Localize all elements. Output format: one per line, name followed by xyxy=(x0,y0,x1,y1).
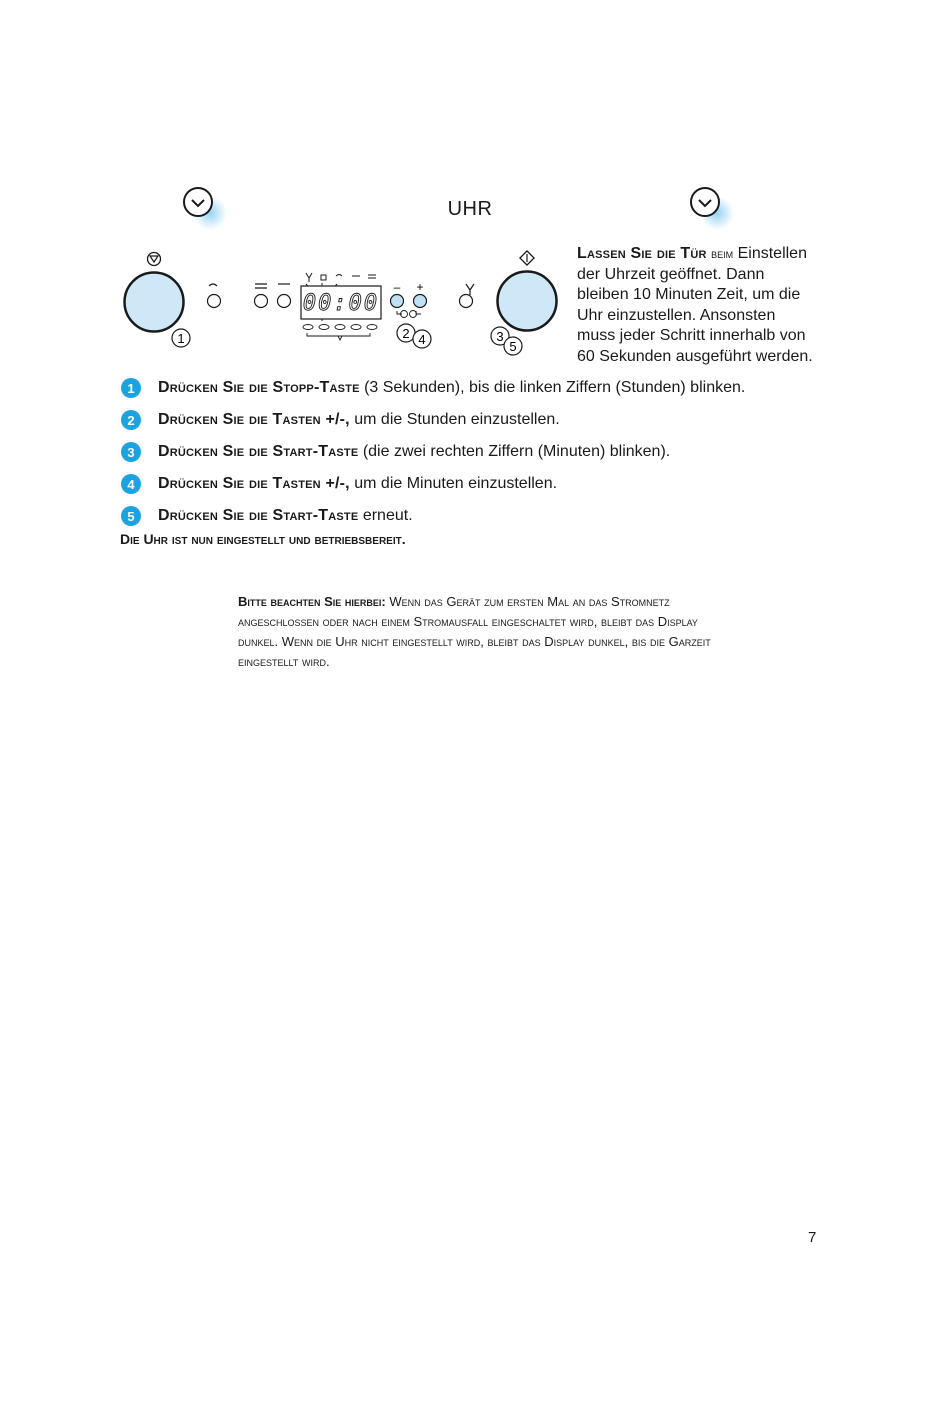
step-text: um die Stunden einzustellen. xyxy=(349,411,560,428)
control-panel-illustration xyxy=(118,245,563,357)
step-text: (3 Sekunden), bis die linken Ziffern (Stunden) blinken. xyxy=(359,379,746,396)
display-bottom-heat-icon xyxy=(368,275,376,278)
grill-icon xyxy=(209,284,217,286)
note-lead: Bitte beachten Sie hierbei: xyxy=(238,594,386,609)
step-number: 5 xyxy=(121,506,141,526)
top-heat-button[interactable] xyxy=(278,295,291,308)
step-lead: Drücken Sie die Tasten +/-, xyxy=(158,475,350,492)
display-bell-icon xyxy=(321,275,326,280)
step-4 xyxy=(120,472,840,496)
door-note-text: Einstellen der Uhrzeit geöffnet. Dann bleiben 10 Minuten Zeit, um die Uhr einzustellen. Ansonsten muss jeder Schritt innerhalb von 60 Sekunden ausgeführt werden. xyxy=(577,245,813,365)
stop-knob[interactable] xyxy=(125,273,184,332)
display-defrost-icon xyxy=(306,273,312,282)
done-text: Die Uhr ist nun eingestellt und betriebsbereit. xyxy=(120,531,406,547)
step-3 xyxy=(120,440,840,464)
step-text: um die Minuten einzustellen. xyxy=(349,475,558,492)
step-1 xyxy=(120,376,840,400)
step-2 xyxy=(120,408,840,432)
marker-5-label: 5 xyxy=(509,339,517,354)
step-lead: Drücken Sie die Stopp-Taste xyxy=(158,379,360,396)
stop-icon xyxy=(148,253,161,266)
plus-button[interactable] xyxy=(414,295,427,308)
page-number: 7 xyxy=(808,1229,817,1246)
marker-3-label: 3 xyxy=(496,329,504,344)
note-box xyxy=(238,592,718,672)
step-number: 1 xyxy=(121,378,141,398)
minus-icon: – xyxy=(393,280,401,294)
step-lead: Drücken Sie die Start-Taste xyxy=(158,507,359,524)
step-number: 4 xyxy=(121,474,141,494)
food-icons xyxy=(303,325,377,341)
step-number: 3 xyxy=(121,442,141,462)
step-text: erneut. xyxy=(358,507,413,524)
grill-button[interactable] xyxy=(208,295,221,308)
bottom-heat-icon xyxy=(255,284,267,288)
marker-4-label: 4 xyxy=(418,332,426,347)
defrost-button[interactable] xyxy=(460,295,473,308)
marker-2-label: 2 xyxy=(402,326,410,341)
note-text: Wenn das Gerät zum ersten Mal an das Stromnetz angeschlossen oder nach einem Stromausfall eingeschaltet wird, bleibt das Display dunkel. Wenn die Uhr nicht eingestellt wird, bleibt das Display dunkel, bis die Garzeit eingestellt wird. xyxy=(238,594,711,669)
display-grill-icon xyxy=(336,275,342,277)
bottom-heat-button[interactable] xyxy=(255,295,268,308)
door-note-lead-small: beim xyxy=(711,246,734,261)
step-lead: Drücken Sie die Tasten +/-, xyxy=(158,411,350,428)
step-5 xyxy=(120,504,840,528)
timer-icons xyxy=(397,311,421,318)
door-note-lead: Lassen Sie die Tür xyxy=(577,245,707,262)
step-text: (die zwei rechten Ziffern (Minuten) blinken). xyxy=(358,443,671,460)
start-knob[interactable] xyxy=(498,272,557,331)
plus-icon: + xyxy=(416,280,424,294)
defrost-icon xyxy=(466,284,474,295)
start-icon xyxy=(520,251,534,265)
marker-1-label: 1 xyxy=(177,331,185,346)
step-lead: Drücken Sie die Start-Taste xyxy=(158,443,359,460)
page-title: UHR xyxy=(447,198,493,220)
step-number: 2 xyxy=(121,410,141,430)
display-digits: 00:00 xyxy=(302,291,380,316)
door-note xyxy=(577,244,817,367)
minus-button[interactable] xyxy=(391,295,404,308)
